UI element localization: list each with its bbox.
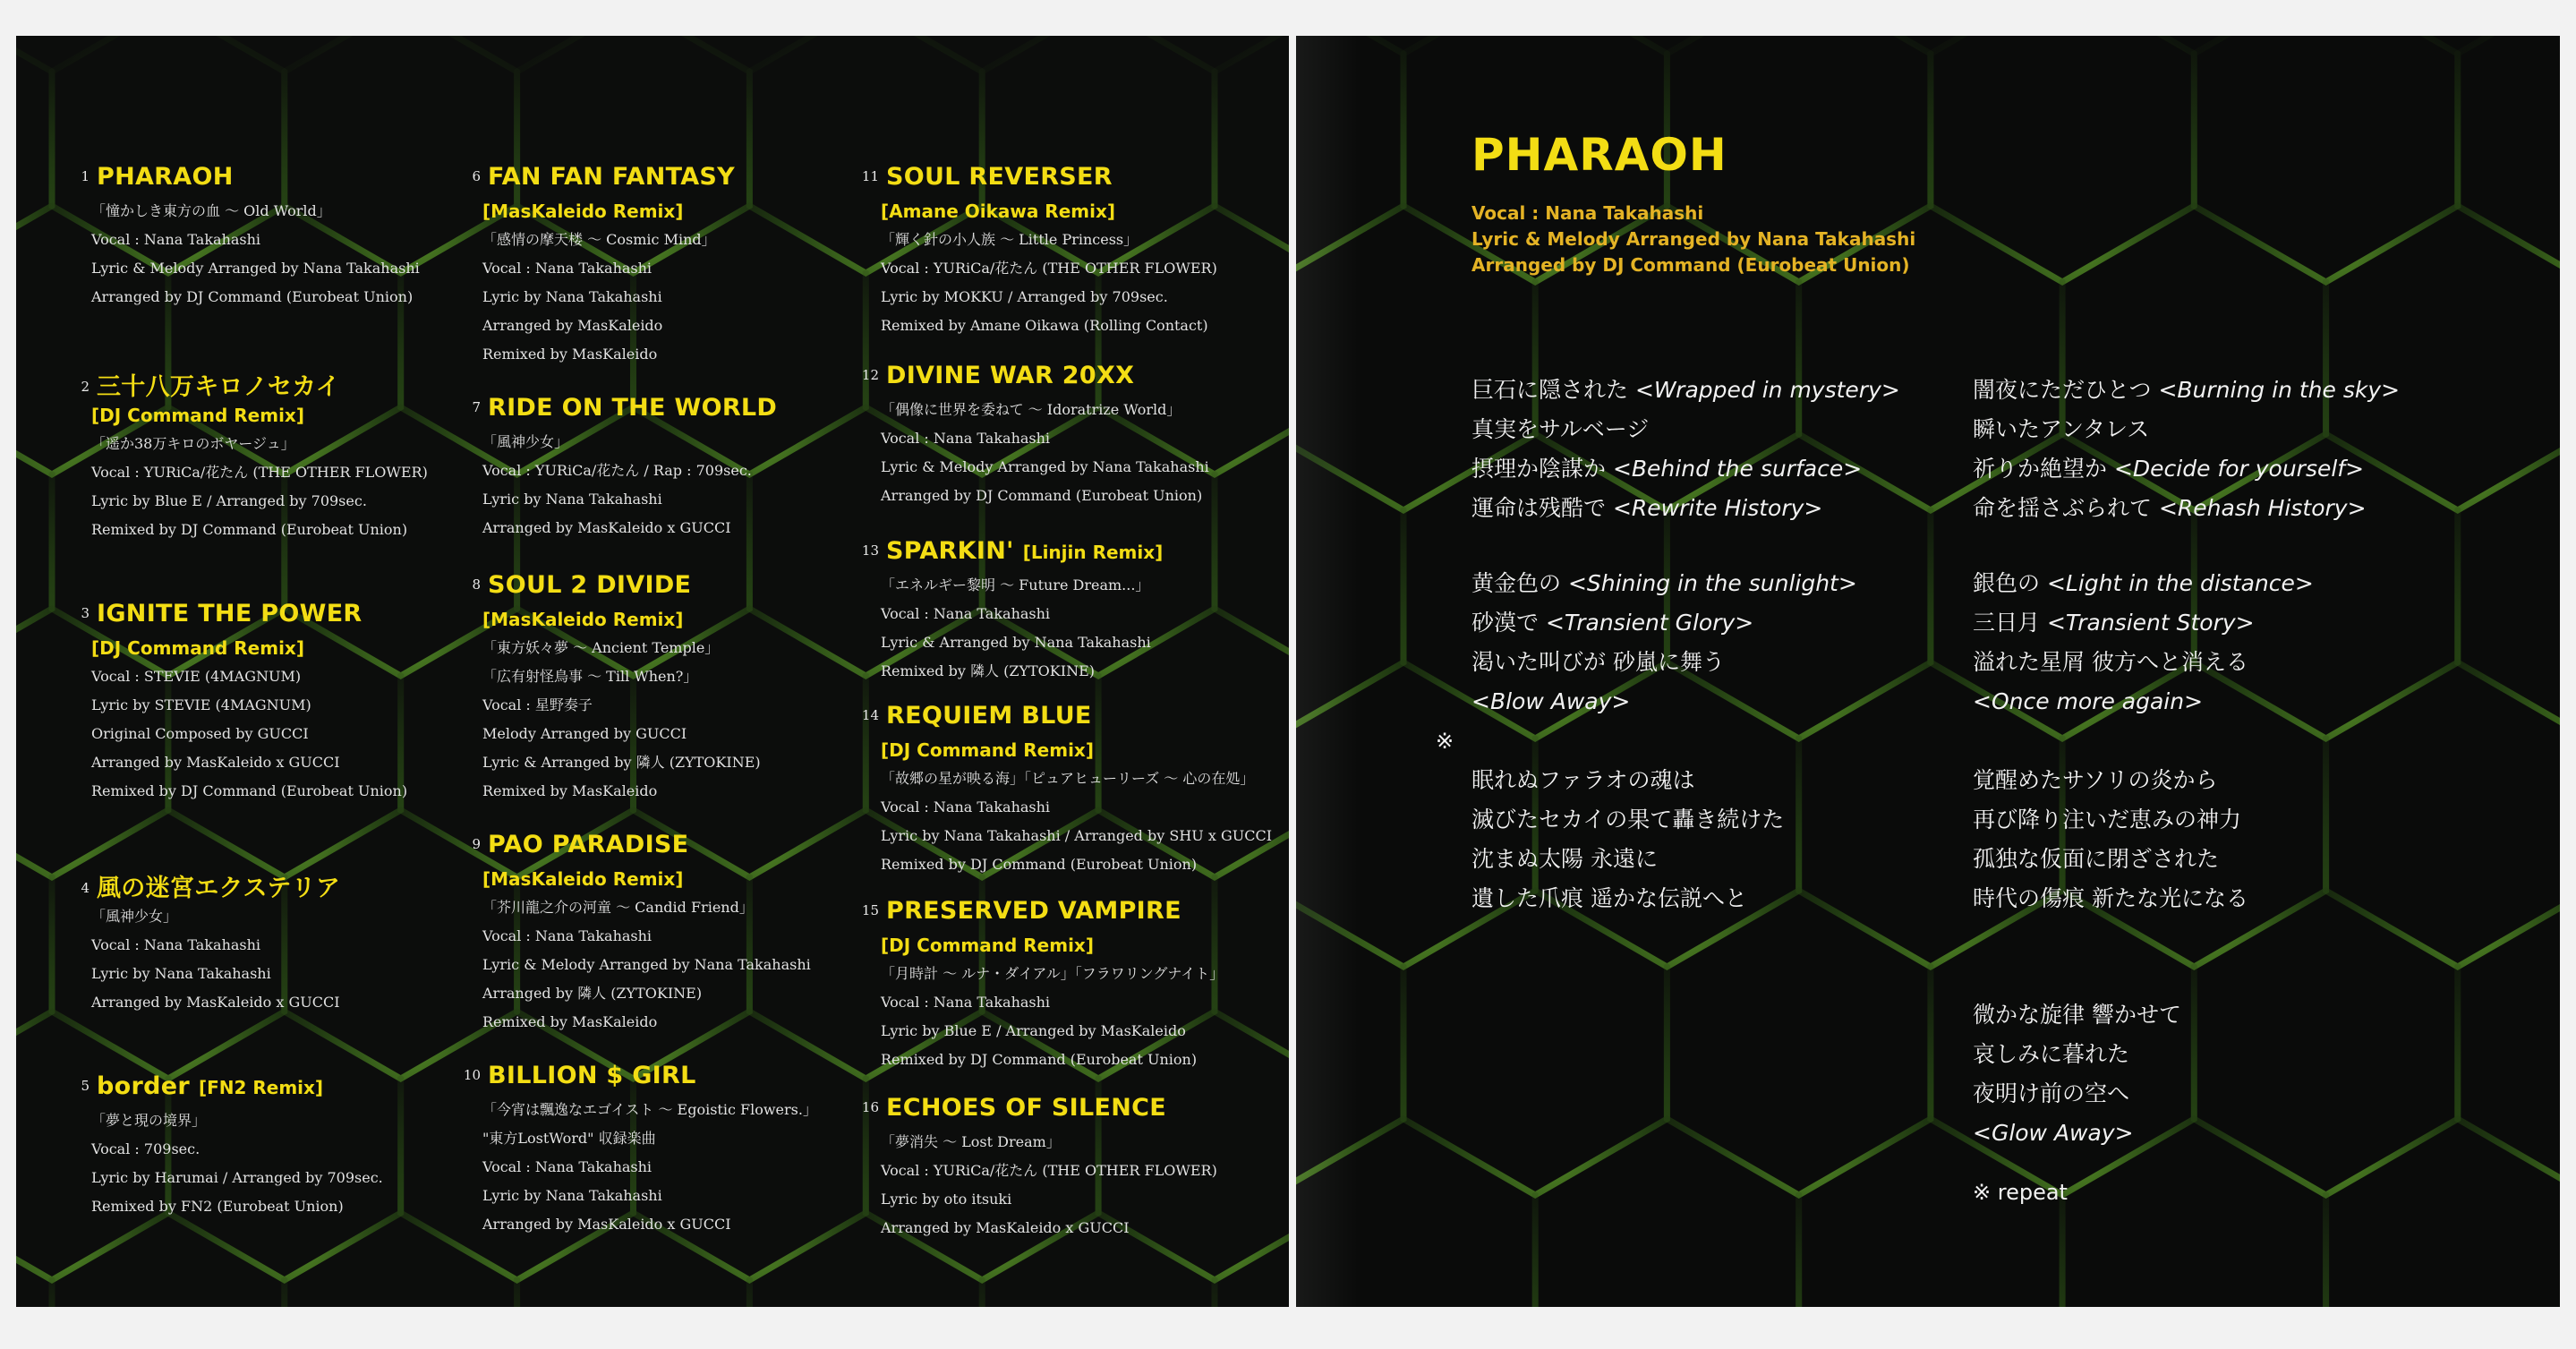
- track-header: [472, 831, 876, 865]
- track-credit-line: Lyric by Nana Takahashi / Arranged by SHU x GUCCI: [881, 827, 1273, 844]
- track-header: [81, 163, 485, 197]
- track-number: 12: [861, 367, 879, 383]
- track-credit-line: Original Composed by GUCCI: [91, 725, 309, 742]
- credit-vocal: Vocal : Nana Takahashi: [1471, 202, 1704, 224]
- track-number: 13: [861, 542, 879, 559]
- track-entry: [861, 1094, 1275, 1242]
- track-credit-line: Vocal : Nana Takahashi: [482, 927, 653, 944]
- track-remix-label: [MasKaleido Remix]: [482, 868, 684, 890]
- lyric-english: <Shining in the sunlight>: [1567, 570, 1857, 596]
- track-credit-line: Lyric by Blue E / Arranged by MasKaleido: [881, 1022, 1186, 1039]
- lyric-japanese: 眠れぬファラオの魂は: [1471, 767, 1695, 793]
- hexagon-cell: [16, 407, 52, 676]
- lyric-english: <Burning in the sky>: [2158, 377, 2401, 403]
- lyric-stanza: [1471, 371, 1900, 528]
- lyric-japanese: 滅びたセカイの果て轟き続けた: [1471, 807, 1785, 832]
- lyric-line: [1471, 371, 1900, 410]
- track-credit-line: Arranged by MasKaleido x GUCCI: [91, 994, 340, 1011]
- lyric-line: [1973, 761, 2248, 800]
- track-credit-line: Remixed by MasKaleido: [482, 346, 658, 363]
- track-number: 15: [861, 902, 879, 918]
- track-number: 1: [81, 168, 90, 184]
- track-number: 8: [472, 576, 481, 593]
- track-credit-line: 「芥川龍之介の河童 〜 Candid Friend」: [482, 899, 754, 916]
- track-remix-label: [FN2 Remix]: [198, 1077, 324, 1098]
- track-entry: [81, 868, 485, 1017]
- lyric-japanese: 瞬いたアンタレス: [1973, 416, 2150, 442]
- track-credit-line: 「憧かしき東方の血 〜 Old World」: [91, 202, 331, 219]
- track-credit-line: Vocal : Nana Takahashi: [482, 1158, 653, 1175]
- track-number: 11: [861, 168, 879, 184]
- track-remix-label: [Amane Oikawa Remix]: [881, 201, 1116, 222]
- lyric-japanese: 黄金色の: [1471, 570, 1568, 596]
- lyric-line: [1471, 489, 1900, 528]
- track-credit-line: Remixed by MasKaleido: [482, 1013, 658, 1030]
- track-entry: [861, 702, 1275, 879]
- lyric-english: <Decide for yourself>: [2113, 456, 2365, 482]
- track-number: 3: [81, 605, 90, 621]
- track-credit-line: 「夢と現の境界」: [91, 1112, 207, 1129]
- lyric-japanese: 銀色の: [1973, 570, 2047, 596]
- track-credit-line: Vocal : 709sec.: [91, 1140, 200, 1157]
- lyric-line: [1973, 449, 2400, 489]
- track-credit-line: Lyric & Melody Arranged by Nana Takahashi: [881, 458, 1209, 475]
- track-header: [472, 163, 876, 197]
- lyric-japanese: 再び降り注いだ恵みの神力: [1973, 807, 2242, 832]
- track-remix-label: [DJ Command Remix]: [91, 405, 304, 426]
- track-credit-line: Vocal : YURiCa/花たん (THE OTHER FLOWER): [91, 464, 428, 481]
- track-credit-line: Lyric by Nana Takahashi: [482, 288, 662, 305]
- track-credit-line: Remixed by MasKaleido: [482, 782, 658, 799]
- lyric-japanese: 巨石に隠された: [1471, 377, 1635, 403]
- lyric-japanese: 祈りか絶望か: [1973, 456, 2114, 482]
- track-header: [861, 537, 1275, 571]
- track-header: [81, 367, 485, 401]
- lyric-stanza: [1973, 564, 2314, 721]
- song-title: PHARAOH: [1471, 129, 1727, 181]
- hexagon-cell: [16, 1213, 52, 1307]
- track-credit-line: Arranged by MasKaleido x GUCCI: [91, 754, 340, 771]
- lyric-line: [1471, 564, 1857, 603]
- track-credit-line: 「偶像に世界を委ねて 〜 Idoratrize World」: [881, 401, 1181, 418]
- track-title: FAN FAN FANTASY: [488, 163, 736, 191]
- track-credit-line: Arranged by DJ Command (Eurobeat Union): [91, 288, 414, 305]
- hexagon-cell: [16, 810, 52, 1079]
- track-credit-line: Vocal : YURiCa/花たん (THE OTHER FLOWER): [881, 1162, 1217, 1179]
- lyric-line: [1973, 1114, 2181, 1153]
- track-credit-line: 「エネルギー黎明 〜 Future Dream...」: [881, 576, 1150, 593]
- track-header: [861, 163, 1275, 197]
- track-credit-line: Lyric by Nana Takahashi: [482, 1187, 662, 1204]
- track-credit-line: Arranged by MasKaleido x GUCCI: [482, 1216, 731, 1233]
- track-title: 三十八万キロノセカイ: [97, 373, 340, 401]
- hexagon-cell: [52, 1213, 285, 1307]
- lyric-line: [1471, 603, 1857, 643]
- track-credit-line: Arranged by MasKaleido x GUCCI: [881, 1219, 1130, 1236]
- track-title: SOUL 2 DIVIDE: [488, 571, 692, 599]
- track-header: [81, 868, 485, 902]
- lyric-line: [1973, 1035, 2181, 1074]
- track-header: [81, 1072, 485, 1106]
- lyric-japanese: 渇いた叫びが 砂嵐に舞う: [1471, 649, 1725, 675]
- lyric-japanese: 哀しみに暮れた: [1973, 1041, 2130, 1067]
- track-credit-line: 「遥か38万キロのボヤージュ」: [91, 435, 295, 452]
- lyric-line: [1973, 995, 2181, 1035]
- track-credit-line: Remixed by DJ Command (Eurobeat Union): [881, 856, 1198, 873]
- track-credit-line: Remixed by DJ Command (Eurobeat Union): [91, 521, 408, 538]
- track-credit-line: 「夢消失 〜 Lost Dream」: [881, 1133, 1061, 1150]
- track-credit-line: Arranged by MasKaleido x GUCCI: [482, 519, 731, 536]
- track-credit-line: Remixed by DJ Command (Eurobeat Union): [881, 1051, 1198, 1068]
- track-credit-line: Lyric & Arranged by Nana Takahashi: [881, 634, 1151, 651]
- lyric-line: [1973, 682, 2314, 721]
- hexagon-cell: [16, 36, 52, 273]
- lyric-line: [1471, 410, 1900, 449]
- track-number: 14: [861, 707, 879, 723]
- track-title: SPARKIN': [886, 537, 1014, 565]
- track-credit-line: Remixed by FN2 (Eurobeat Union): [91, 1198, 344, 1215]
- track-credit-line: Arranged by DJ Command (Eurobeat Union): [881, 487, 1203, 504]
- track-title: 風の迷宮エクステリア: [97, 875, 341, 902]
- track-number: 4: [81, 880, 90, 896]
- track-credit-line: Lyric by oto itsuki: [881, 1191, 1012, 1208]
- lyric-japanese: 命を揺さぶられて: [1973, 495, 2159, 521]
- track-remix-label: [DJ Command Remix]: [91, 637, 304, 659]
- lyric-japanese: 三日月: [1973, 610, 2047, 636]
- track-entry: [861, 362, 1275, 510]
- track-entry: [472, 394, 876, 542]
- credit-arrange: Arranged by DJ Command (Eurobeat Union): [1471, 254, 1910, 276]
- track-title: REQUIEM BLUE: [886, 702, 1092, 730]
- lyric-english: <Light in the distance>: [2046, 570, 2314, 596]
- lyric-japanese: 摂理か陰謀か: [1471, 456, 1613, 482]
- track-credit-line: Lyric by Blue E / Arranged by 709sec.: [91, 492, 367, 509]
- track-title: RIDE ON THE WORLD: [488, 394, 778, 422]
- track-entry: [472, 571, 876, 806]
- track-entry: [861, 163, 1275, 340]
- track-entry: [81, 1072, 485, 1221]
- lyric-line: [1973, 643, 2314, 682]
- track-entry: [472, 163, 876, 369]
- track-credit-line: Lyric by STEVIE (4MAGNUM): [91, 696, 311, 713]
- track-title: PRESERVED VAMPIRE: [886, 897, 1181, 925]
- lyric-english: <Once more again>: [1973, 688, 2204, 714]
- track-credit-line: Vocal : Nana Takahashi: [91, 936, 261, 953]
- track-entry: [463, 1062, 876, 1239]
- track-credit-line: 「月時計 〜 ルナ・ダイアル」「フラワリングナイト」: [881, 965, 1224, 982]
- track-credit-line: 「故郷の星が映る海」「ピュアヒューリーズ 〜 心の在処」: [881, 770, 1255, 787]
- track-credit-line: 「輝く針の小人族 〜 Little Princess」: [881, 231, 1139, 248]
- track-credit-line: Lyric by Harumai / Arranged by 709sec.: [91, 1169, 383, 1186]
- track-credit-line: Lyric & Arranged by 隣人 (ZYTOKINE): [482, 754, 761, 771]
- track-number: 10: [463, 1067, 481, 1083]
- lyric-english: <Transient Glory>: [1545, 610, 1754, 636]
- track-number: 5: [81, 1078, 90, 1094]
- lyric-japanese: 覚醒めたサソリの炎から: [1973, 767, 2218, 793]
- track-credit-line: 「広有射怪鳥事 〜 Till When?」: [482, 668, 698, 685]
- lyric-english: <Glow Away>: [1973, 1120, 2134, 1146]
- track-title: PAO PARADISE: [488, 831, 689, 858]
- lyric-line: [1471, 682, 1857, 721]
- lyric-line: [1973, 879, 2248, 918]
- credit-lyric: Lyric & Melody Arranged by Nana Takahashi: [1471, 228, 1916, 250]
- tracklist-page: [16, 36, 1289, 1307]
- lyric-stanza: [1973, 761, 2248, 918]
- track-credit-line: Lyric by Nana Takahashi: [91, 965, 271, 982]
- lyric-stanza: [1973, 371, 2400, 528]
- lyric-line: [1471, 449, 1900, 489]
- track-number: 6: [472, 168, 481, 184]
- track-title: border: [97, 1072, 190, 1100]
- track-remix-label: [MasKaleido Remix]: [482, 201, 684, 222]
- track-remix-label: [MasKaleido Remix]: [482, 609, 684, 630]
- lyric-japanese: 真実をサルベージ: [1471, 416, 1650, 442]
- track-title: IGNITE THE POWER: [97, 600, 363, 628]
- track-header: [861, 897, 1275, 931]
- track-credit-line: 「今宵は飄逸なエゴイスト 〜 Egoistic Flowers.」: [482, 1101, 817, 1118]
- lyric-japanese: 闇夜にただひとつ: [1973, 377, 2159, 403]
- track-credit-line: Lyric by Nana Takahashi: [482, 491, 662, 508]
- track-title: BILLION $ GIRL: [488, 1062, 696, 1089]
- track-credit-line: Vocal : Nana Takahashi: [881, 430, 1051, 447]
- lyric-japanese: 運命は残酷で: [1471, 495, 1613, 521]
- track-credit-line: Vocal : 星野奏子: [482, 696, 593, 713]
- track-header: [81, 600, 485, 634]
- lyric-japanese: 沈まぬ太陽 永遠に: [1471, 846, 1658, 872]
- lyric-line: [1471, 840, 1784, 879]
- lyric-line: [1471, 761, 1784, 800]
- track-header: [861, 1094, 1275, 1128]
- track-credit-line: 「風神少女」: [482, 433, 569, 450]
- lyric-line: [1973, 603, 2314, 643]
- track-number: 2: [81, 379, 90, 395]
- track-credit-line: Remixed by DJ Command (Eurobeat Union): [91, 782, 408, 799]
- track-credit-line: Lyric & Melody Arranged by Nana Takahashi: [91, 260, 420, 277]
- track-entry: [861, 537, 1275, 686]
- track-credit-line: Vocal : Nana Takahashi: [881, 798, 1051, 815]
- lyrics-page: [1296, 36, 2560, 1307]
- track-header: [463, 1062, 876, 1096]
- track-credit-line: Vocal : YURiCa/花たん / Rap : 709sec.: [482, 462, 752, 479]
- track-entry: [81, 367, 485, 544]
- lyric-stanza: [1471, 761, 1784, 918]
- track-remix-label: [DJ Command Remix]: [881, 935, 1094, 956]
- track-header: [861, 702, 1275, 736]
- lyric-japanese: 時代の傷痕 新たな光になる: [1973, 885, 2248, 911]
- track-entry: [472, 831, 876, 1037]
- lyric-line: [1973, 800, 2248, 840]
- track-header: [472, 571, 876, 605]
- track-credit-line: Vocal : Nana Takahashi: [482, 260, 653, 277]
- track-title: ECHOES OF SILENCE: [886, 1094, 1166, 1122]
- track-header: [861, 362, 1275, 396]
- track-number: 7: [472, 399, 481, 415]
- lyric-english: <Transient Story>: [2046, 610, 2255, 636]
- track-title: SOUL REVERSER: [886, 163, 1113, 191]
- lyric-english: <Rehash History>: [2158, 495, 2367, 521]
- track-credit-line: 「東方妖々夢 〜 Ancient Temple」: [482, 639, 720, 656]
- track-credit-line: Arranged by MasKaleido: [482, 317, 663, 334]
- lyric-english: <Rewrite History>: [1612, 495, 1823, 521]
- track-entry: [81, 600, 485, 806]
- lyric-line: [1973, 410, 2400, 449]
- track-number: 9: [472, 836, 481, 852]
- lyric-japanese: 微かな旋律 響かせて: [1973, 1002, 2181, 1028]
- track-number: 16: [861, 1099, 879, 1115]
- track-title: PHARAOH: [97, 163, 234, 191]
- track-credit-line: Remixed by 隣人 (ZYTOKINE): [881, 662, 1095, 679]
- lyric-line: [1973, 1074, 2181, 1114]
- lyric-japanese: 遺した爪痕 遥かな伝説へと: [1471, 885, 1747, 911]
- track-credit-line: Lyric by MOKKU / Arranged by 709sec.: [881, 288, 1168, 305]
- track-credit-line: Remixed by Amane Oikawa (Rolling Contact): [881, 317, 1208, 334]
- lyric-line: [1973, 564, 2314, 603]
- track-credit-line: Vocal : Nana Takahashi: [881, 605, 1051, 622]
- lyric-line: [1973, 371, 2400, 410]
- lyric-line: [1471, 879, 1784, 918]
- track-credit-line: Lyric & Melody Arranged by Nana Takahashi: [482, 956, 811, 973]
- lyric-english: <Blow Away>: [1471, 688, 1631, 714]
- chorus-mark: ※: [1436, 729, 1454, 754]
- track-credit-line: Arranged by 隣人 (ZYTOKINE): [482, 985, 703, 1002]
- lyrics-content: [1296, 36, 2560, 1307]
- lyric-line: [1471, 800, 1784, 840]
- track-credit-line: Vocal : Nana Takahashi: [91, 231, 261, 248]
- track-entry: [81, 163, 485, 312]
- track-credit-line: Vocal : Nana Takahashi: [881, 994, 1051, 1011]
- track-remix-label: [DJ Command Remix]: [881, 739, 1094, 761]
- track-entry: [861, 897, 1275, 1074]
- lyric-english: <Wrapped in mystery>: [1634, 377, 1900, 403]
- lyric-line: [1973, 489, 2400, 528]
- repeat-note: ※ repeat: [1973, 1180, 2068, 1205]
- track-credit-line: Vocal : STEVIE (4MAGNUM): [91, 668, 302, 685]
- lyric-japanese: 夜明け前の空へ: [1973, 1080, 2130, 1106]
- lyric-stanza: [1973, 995, 2181, 1153]
- lyric-japanese: 溢れた星屑 彼方へと消える: [1973, 649, 2248, 675]
- lyric-stanza: [1471, 564, 1857, 721]
- track-credit-line: 「風神少女」: [91, 908, 178, 925]
- lyric-english: <Behind the surface>: [1612, 456, 1863, 482]
- track-remix-label: [Linjin Remix]: [1022, 542, 1164, 563]
- lyric-line: [1471, 643, 1857, 682]
- lyric-japanese: 砂漠で: [1471, 610, 1546, 636]
- track-credit-line: Melody Arranged by GUCCI: [482, 725, 687, 742]
- track-title: DIVINE WAR 20XX: [886, 362, 1135, 389]
- track-credit-line: Vocal : YURiCa/花たん (THE OTHER FLOWER): [881, 260, 1217, 277]
- lyric-line: [1973, 840, 2248, 879]
- track-header: [472, 394, 876, 428]
- track-credit-line: "東方LostWord" 収録楽曲: [482, 1130, 656, 1147]
- track-credit-line: 「感情の摩天楼 〜 Cosmic Mind」: [482, 231, 716, 248]
- lyric-japanese: 孤独な仮面に閉ざされた: [1973, 846, 2220, 872]
